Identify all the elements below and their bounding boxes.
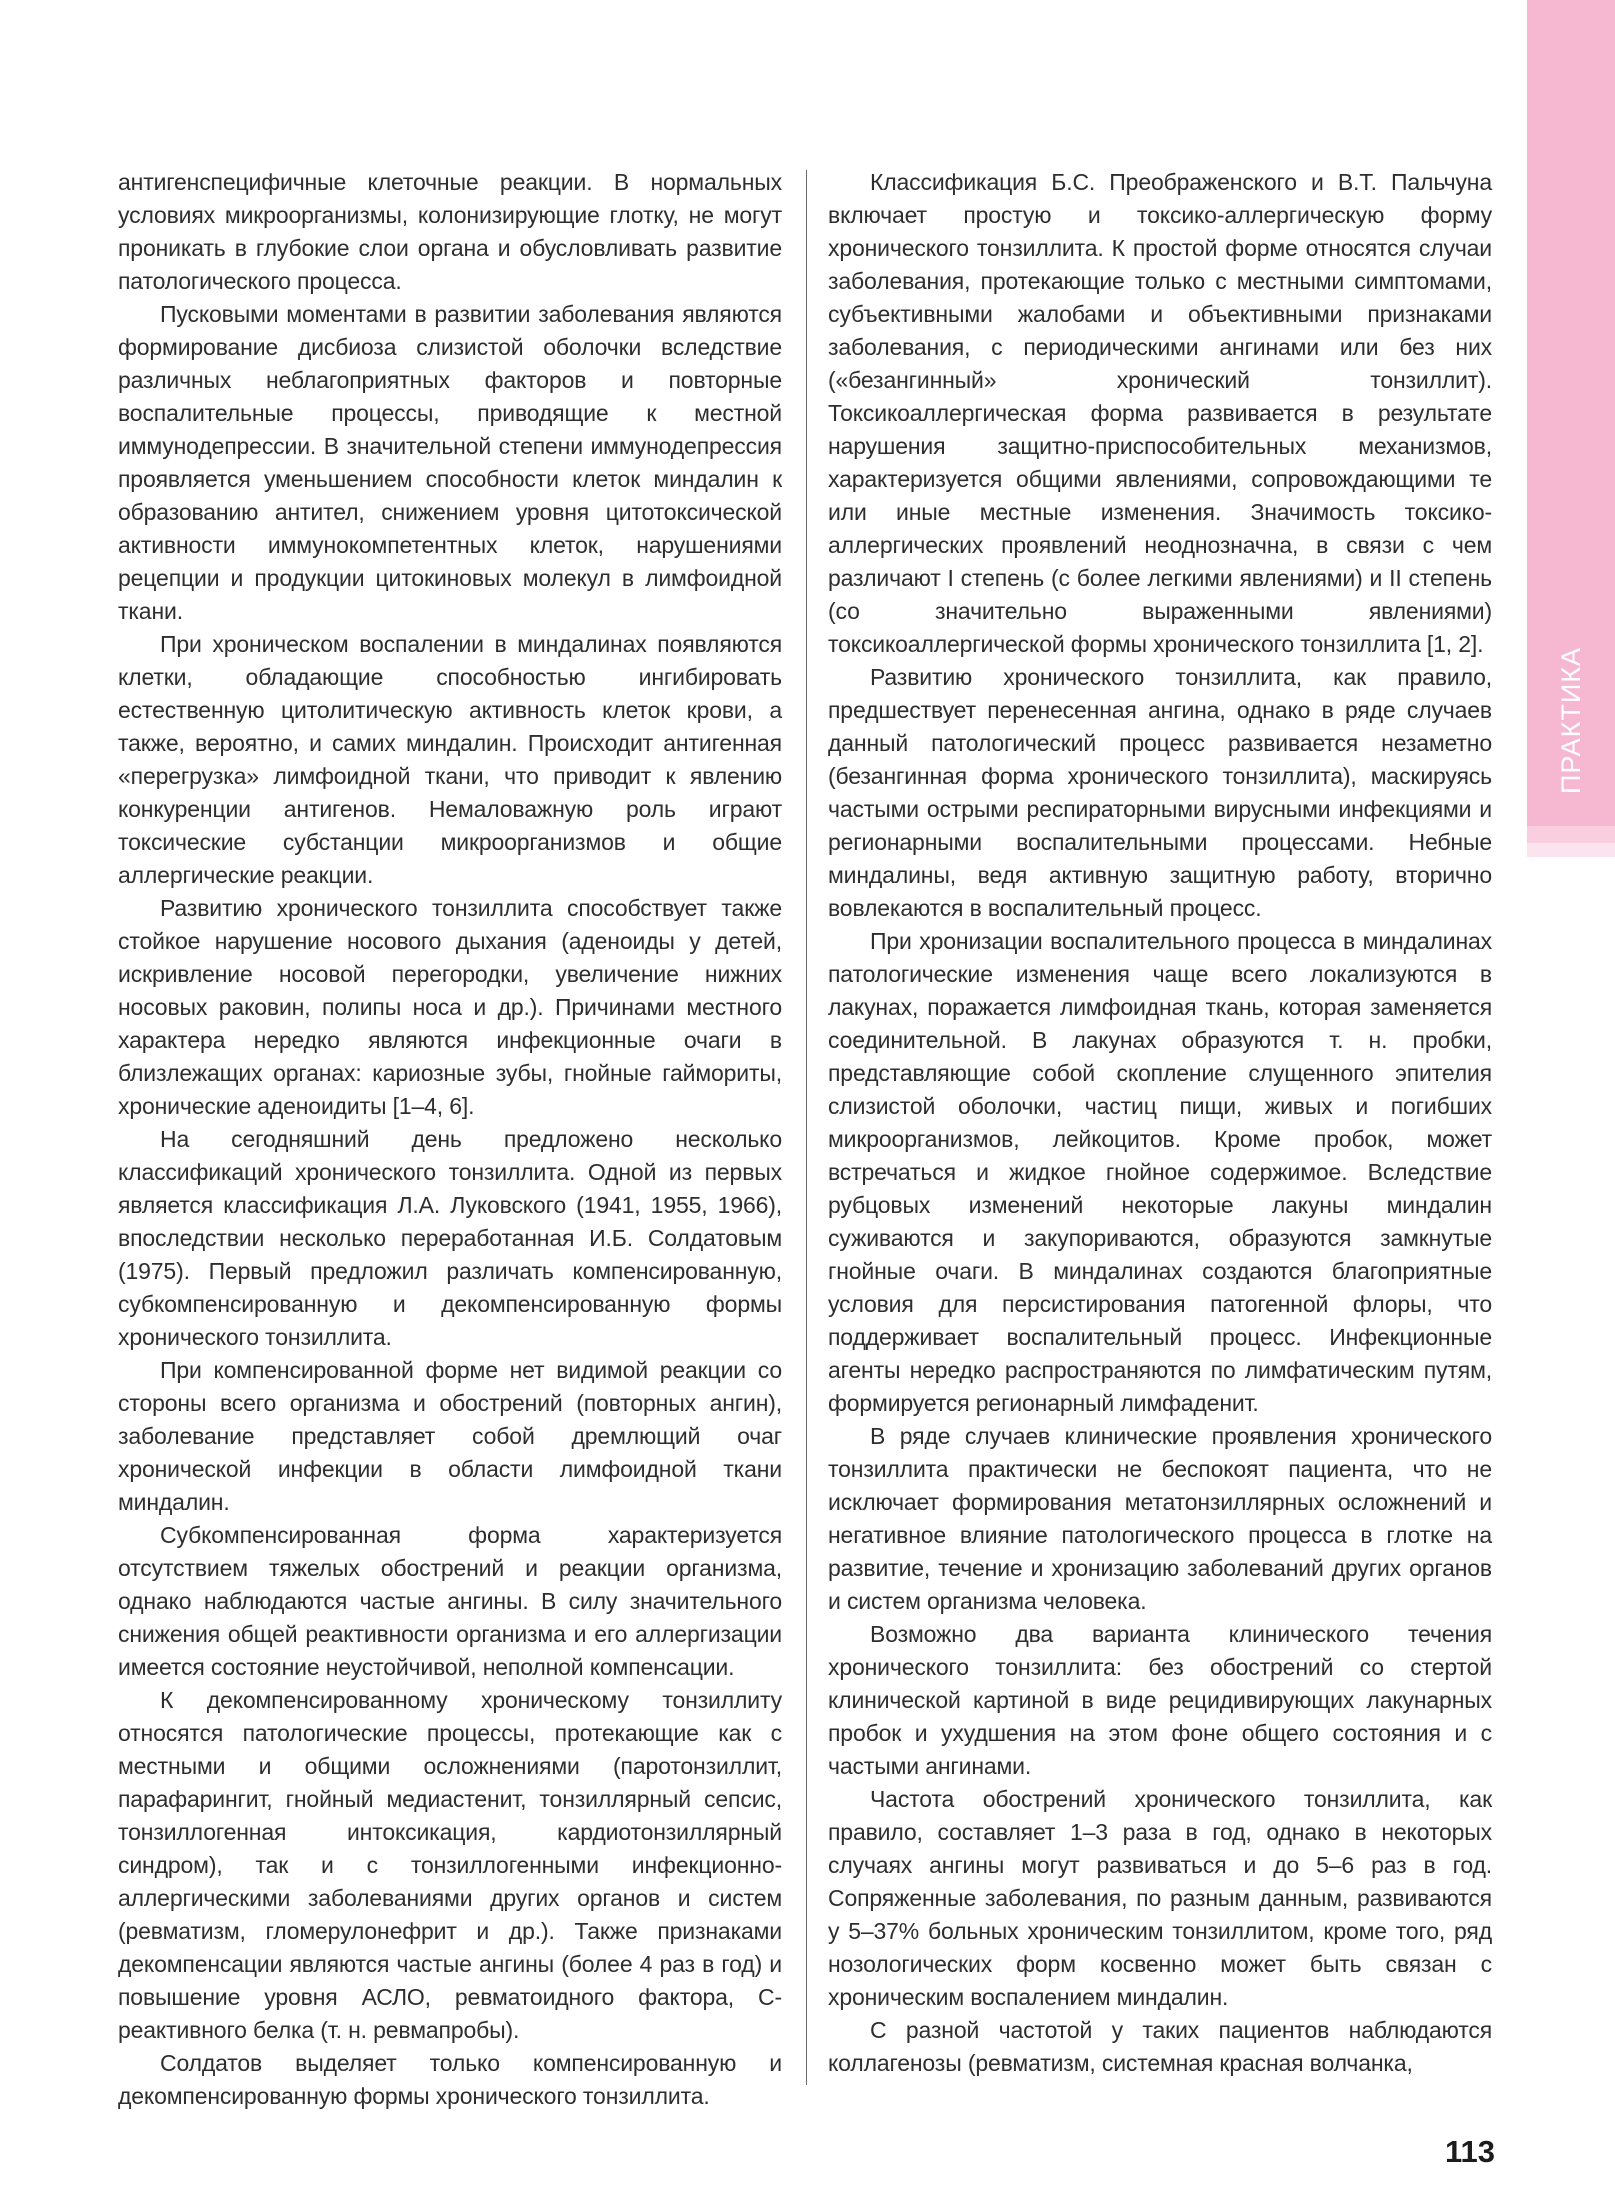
paragraph: В ряде случаев клинические проявления хронического тонзиллита практически не беспокоят пациента, что не исключает формирования метатонзиллярных осложнений и негативное влияние патологического процесса в глотке на развитие, течение и хронизацию заболеваний других органов и систем организма человека.	[828, 1423, 1492, 1614]
paragraph: При хроническом воспалении в миндалинах появляются клетки, обладающие способностью ингибировать естественную цитолитическую активность клеток крови, а также, вероятно, и самих миндалин. Происходит антигенная «перегрузка» лимфоидной ткани, что приводит к явлению конкуренции антигенов. Немаловажную роль играют токсические субстанции микроорганизмов и общие аллергические реакции.	[118, 631, 782, 888]
paragraph: На сегодняшний день предложено несколько классификаций хронического тонзиллита. Одной из первых является классификация Л.А. Луковского (1941, 1955, 1966), впоследствии несколько переработанная И.Б. Солдатовым (1975). Первый предложил различать компенсированную, субкомпенсированную и декомпенсированную формы хронического тонзиллита.	[118, 1126, 782, 1350]
left-text-column	[118, 166, 782, 2113]
paragraph: Солдатов выделяет только компенсированную и декомпенсированную формы хронического тонзиллита.	[118, 2050, 782, 2109]
paragraph: При компенсированной форме нет видимой реакции со стороны всего организма и обострений (повторных ангин), заболевание представляет собой дремлющий очаг хронической инфекции в области лимфоидной ткани миндалин.	[118, 1357, 782, 1515]
right-text-column	[828, 166, 1492, 2080]
paragraph: К декомпенсированному хроническому тонзиллиту относятся патологические процессы, протекающие как с местными и общими осложнениями (паротонзиллит, парафарингит, гнойный медиастенит, тонзиллярный сепсис, тонзиллогенная интоксикация, кардиотонзиллярный синдром), так и с тонзиллогенными инфекционно-аллергическими заболеваниями других органов и систем (ревматизм, гломерулонефрит и др.). Также признаками декомпенсации являются частые ангины (более 4 раз в год) и повышение уровня АСЛО, ревматоидного фактора, С-реактивного белка (т. н. ревмапробы).	[118, 1687, 782, 2043]
paragraph: С разной частотой у таких пациентов наблюдаются коллагенозы (ревматизм, системная красная волчанка,	[828, 2017, 1492, 2076]
paragraph: Возможно два варианта клинического течения хронического тонзиллита: без обострений со стертой клинической картиной в виде рецидивирующих лакунарных пробок и ухудшения на этом фоне общего состояния и с частыми ангинами.	[828, 1621, 1492, 1779]
paragraph: Развитию хронического тонзиллита, как правило, предшествует перенесенная ангина, однако в ряде случаев данный патологический процесс развивается незаметно (безангинная форма хронического тонзиллита), маскируясь частыми острыми респираторными вирусными инфекциями и регионарными воспалительными процессами. Небные миндалины, ведя активную защитную работу, вторично вовлекаются в воспалительный процесс.	[828, 664, 1492, 921]
page-number: 113	[1444, 2134, 1495, 2169]
practice-section-label: ПРАКТИКА	[1555, 646, 1586, 794]
paragraph: Субкомпенсированная форма характеризуется отсутствием тяжелых обострений и реакции организма, однако наблюдаются частые ангины. В силу значительного снижения общей реактивности организма и его аллергизации имеется состояние неустойчивой, неполной компенсации.	[118, 1522, 782, 1680]
practice-band-fade	[1527, 826, 1615, 843]
paragraph: При хронизации воспалительного процесса в миндалинах патологические изменения чаще всего локализуются в лакунах, поражается лимфоидная ткань, которая заменяется соединительной. В лакунах образуются т. н. пробки, представляющие собой скопление слущенного эпителия слизистой оболочки, частиц пищи, живых и погибших микроорганизмов, лейкоцитов. Кроме пробок, может встречаться и жидкое гнойное содержимое. Вследствие рубцовых изменений некоторые лакуны миндалин суживаются и закупориваются, образуются замкнутые гнойные очаги. В миндалинах создаются благоприятные условия для персистирования патогенной флоры, что поддерживает воспалительный процесс. Инфекционные агенты нередко распространяются по лимфатическим путям, формируется регионарный лимфаденит.	[828, 928, 1492, 1416]
paragraph: Развитию хронического тонзиллита способствует также стойкое нарушение носового дыхания (аденоиды у детей, искривление носовой перегородки, увеличение нижних носовых раковин, полипы носа и др.). Причинами местного характера нередко являются инфекционные очаги в близлежащих органах: кариозные зубы, гнойные гаймориты, хронические аденоидиты [1–4, 6].	[118, 895, 782, 1119]
column-divider-line	[806, 170, 807, 2085]
paragraph: Частота обострений хронического тонзиллита, как правило, составляет 1–3 раза в год, однако в некоторых случаях ангины могут развиваться и до 5–6 раз в год. Сопряженные заболевания, по разным данным, развиваются у 5–37% больных хроническим тонзиллитом, кроме того, ряд нозологических форм косвенно может быть связан с хроническим воспалением миндалин.	[828, 1786, 1492, 2010]
practice-band-fade-light	[1527, 843, 1615, 857]
paragraph: Классификация Б.С. Преображенского и В.Т. Пальчуна включает простую и токсико-аллергическую форму хронического тонзиллита. К простой форме относятся случаи заболевания, протекающие только с местными симптомами, субъективными жалобами и объективными признаками заболевания, с периодическими ангинами или без них («безангинный» хронический тонзиллит). Токсикоаллергическая форма развивается в результате нарушения защитно-приспособительных механизмов, характеризуется общими явлениями, сопровождающими те или иные местные изменения. Значимость токсико-аллергических проявлений неоднозначна, в связи с чем различают I степень (с более легкими явлениями) и II степень (со значительно выраженными явлениями) токсикоаллергической формы хронического тонзиллита [1, 2].	[828, 169, 1492, 657]
paragraph: антигенспецифичные клеточные реакции. В нормальных условиях микроорганизмы, колонизирующие глотку, не могут проникать в глубокие слои органа и обусловливать развитие патологического процесса.	[118, 169, 782, 294]
paragraph: Пусковыми моментами в развитии заболевания являются формирование дисбиоза слизистой оболочки вследствие различных неблагоприятных факторов и повторные воспалительные процессы, приводящие к местной иммунодепрессии. В значительной степени иммунодепрессия проявляется уменьшением способности клеток миндалин к образованию антител, снижением уровня цитотоксической активности иммунокомпетентных клеток, нарушениями рецепции и продукции цитокиновых молекул в лимфоидной ткани.	[118, 301, 782, 624]
practice-section-label-box	[1527, 640, 1615, 800]
